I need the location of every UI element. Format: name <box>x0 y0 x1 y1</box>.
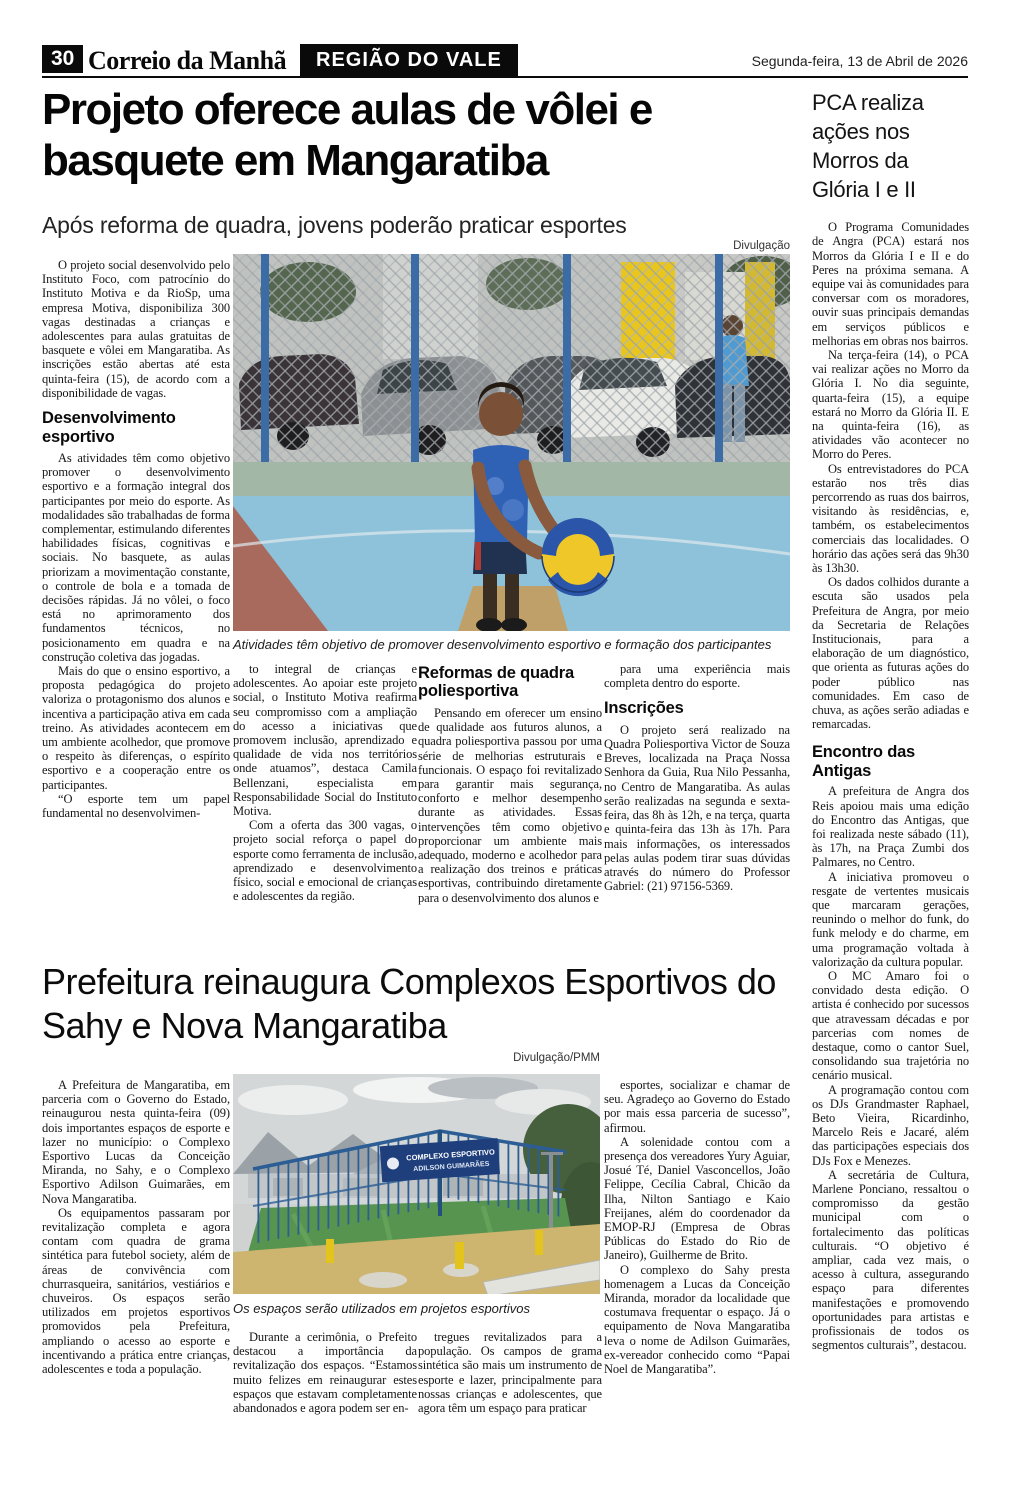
article1-column-3 <box>418 662 602 958</box>
paragraph: Os entrevistadores do PCA estarão nos três dias percorrendo as ruas dos bairros, visitando às residências, e, também, os estabelecimentos comerciais das localidades. O horário das ações será das 9h30 às 13h30. <box>812 461 969 575</box>
paragraph: para uma experiência mais completa dentro do esporte. <box>604 662 790 691</box>
paragraph: Com a oferta das 300 vagas, o projeto social reforça o papel do esporte como ferramenta de inclusão, aprendizado e desenvolvimento físico, social e emocional de crianças e adolescentes da região. <box>233 818 417 904</box>
paragraph: esportes, socializar e chamar de seu. Agradeço ao Governo do Estado por mais essa parceria de sucesso”, afirmou. <box>604 1078 790 1135</box>
paragraph: A secretária de Cultura, Marlene Ponciano, ressaltou o compromisso da gestão municipal com o fortalecimento das políticas culturais. “O objetivo é ampliar, cada vez mais, o acesso à cultura, assegurando espaço para diferentes manifestações e promovendo oportunidades para artistas e profissionais de todos os segmentos culturais”, destacou. <box>812 1167 969 1353</box>
article1-photo-caption: Atividades têm objetivo de promover desenvolvimento esportivo e formação dos participantes <box>233 637 772 652</box>
banner-text-line1: COMPLEXO ESPORTIVO <box>405 1147 496 1163</box>
paragraph: “O esporte tem um papel fundamental no desenvolvimen- <box>42 791 230 821</box>
paragraph: to integral de crianças e adolescentes. Ao apoiar este projeto social, o Instituto Motiva reafirma seu compromisso com a ampliação do acesso a iniciativas que promovem inclusão, aprendizado e qualidade de vida nos territórios onde atuamos”, destaca Camila Bellenzani, especialista em Responsabilidade Social do Instituto Motiva. <box>233 662 417 819</box>
header-rule <box>42 76 968 78</box>
article2-column-1 <box>42 1078 230 1480</box>
article1-photo-credit: Divulgação <box>733 240 790 252</box>
article1-column-4 <box>604 662 790 958</box>
paragraph: tregues revitalizados para a população. Os campos de grama sintética são mais um instrumento de esporte e lazer, principalmente para nossas crianças e adolescentes, que agora têm um espaço para praticar <box>418 1330 602 1416</box>
paragraph: Mais do que o ensino esportivo, a proposta pedagógica do projeto valoriza o protagonismo dos alunos e incentiva a participação ativa em cada treino. As atividades acontecem em um ambiente acolhedor, que promove o respeito às diferenças, o espírito esportivo e a cooperação entre os participantes. <box>42 664 230 792</box>
sports-complex-photo <box>233 1074 600 1294</box>
article2-photo-credit: Divulgação/PMM <box>513 1052 600 1064</box>
edition-date: Segunda-feira, 13 de Abril de 2026 <box>751 53 968 69</box>
paragraph: A iniciativa promoveu o resgate de vertentes musicais que marcaram gerações, reunindo o melhor do funk, do funk melody e do charme, em uma programação voltada à valorização da cultura popular. <box>812 869 969 969</box>
section-kicker: REGIÃO DO VALE <box>300 44 518 77</box>
paragraph: O projeto social desenvolvido pelo Instituto Foco, com patrocínio do Instituto Motiva e da RioSp, uma empresa Motiva, disponibiliza 300 vagas destinadas a crianças e adolescentes para aulas gratuitas de basquete e vôlei em Mangaratiba. As inscrições estão abertas até esta quinta-feira (15), de acordo com a disponibilidade de vagas. <box>42 258 230 400</box>
article2-column-3 <box>418 1330 602 1482</box>
sidebar-article <box>812 88 969 1474</box>
article1-subhead-desenvolvimento: Desenvolvimento esportivo <box>42 409 176 446</box>
paragraph: A solenidade contou com a presença dos vereadores Yury Aguiar, Josué Té, Daniel Vasconcellos, João Felippe, Cecília Cabral, Chicão da Ilha, Nilton Santiago e Kaio Freijanes, além do coordenador da EMOP-RJ (Empresa de Obras Públicas do Estado do Rio de Janeiro), Guilherme de Brito. <box>604 1134 790 1263</box>
paragraph: Pensando em oferecer um ensino de qualidade aos futuros alunos, a quadra poliesportiva passou por uma série de melhorias estruturais e funcionais. O espaço foi revitalizado para garantir mais segurança, conforto e melhor desempenho durante as atividades. Essas intervenções têm como objetivo proporcionar um ambiente mais adequado, moderno e acolhedor para a realização dos treinos e práticas esportivas, contribuindo diretamente para o desenvolvimento dos alunos e <box>418 705 602 905</box>
paragraph: O MC Amaro foi o convidado desta edição. O artista é conhecido por sucessos que atravessam décadas e por parcerias com nomes de destaque, como o cantor Suel, consolidando sua trajetória no cenário musical. <box>812 969 969 1083</box>
paragraph: A prefeitura de Angra dos Reis apoiou mais uma edição do Encontro das Antigas, que foi realizada neste sábado (11), às 17h, na Praça Zumbi dos Palmares, no Centro. <box>812 784 969 870</box>
paragraph: As atividades têm como objetivo promover o desenvolvimento esportivo e a formação integral dos participantes por meio do esporte. As modalidades são trabalhadas de forma complementar, estimulando diferentes habilidades físicas, cognitivas e sociais. No basquete, as aulas priorizam a movimentação constante, o controle de bola e a tomada de decisões rápidas. Já no vôlei, o foco está no aprimoramento dos fundamentos técnicos, no posicionamento em quadra e na construção coletiva das jogadas. <box>42 450 230 664</box>
paragraph: A programação contou com os DJs Grandmaster Raphael, Beto Vieira, Ricardinho, Marcelo Reis e Jacaré, além das participações especiais dos DJs Fox e Menezes. <box>812 1082 969 1168</box>
volleyball-photo <box>233 254 790 631</box>
paragraph: O complexo do Sahy presta homenagem a Lucas da Conceição Miranda, morador da localidade que costumava frequentar o espaço. Já o equipamento de Nova Mangaratiba leva o nome de Adilson Guimarães, ex-vereador conhecido como “Papai Noel de Mangaratiba”. <box>604 1262 790 1377</box>
paragraph: Durante a cerimônia, o Prefeito destacou a importância da revitalização dos espaços. “Estamos muito felizes em reinaugurar estes espaços que estavam completamente abandonados e agora podem ser en- <box>233 1330 417 1416</box>
article2-column-4 <box>604 1078 790 1480</box>
article1-headline: Projeto oferece aulas de vôlei e basquete em Mangaratiba <box>42 85 652 186</box>
sidebar-subhead-encontro: Encontro das Antigas <box>812 743 916 780</box>
article2-column-2 <box>233 1330 417 1482</box>
article1-subhead-reformas: Reformas de quadra poliesportiva <box>418 664 574 701</box>
paragraph: O Programa Comunidades de Angra (PCA) estará nos Morros da Glória I e II e do Peres na próxima semana. A equipe vai às comunidades para conversar com os moradores, ouvir suas principais demandas em serviços públicos e melhorias em obras nos bairros. <box>812 220 969 348</box>
volleyball-photo-illustration <box>233 254 790 631</box>
article1-subhead-inscricoes: Inscrições <box>604 699 684 718</box>
paragraph: Na terça-feira (14), o PCA vai realizar ações no Morro da Glória I. No dia seguinte, quarta-feira (15), a equipe estará no Morro da Glória II. E na quinta-feira (16), as atividades vão acontecer no Morro do Peres. <box>812 347 969 462</box>
article1-column-1 <box>42 258 230 958</box>
article1-subheadline: Após reforma de quadra, jovens poderão praticar esportes <box>42 212 627 238</box>
page-number: 30 <box>42 45 83 73</box>
sidebar-headline: PCA realiza ações nos Morros da Glória I e II <box>812 90 924 203</box>
article1-column-2 <box>233 662 417 958</box>
paragraph: O projeto será realizado na Quadra Poliesportiva Victor de Souza Breves, localizada na Praça Nossa Senhora da Guia, Rua Nilo Pessanha, no Centro de Mangaratiba. As aulas serão realizadas na segunda e sexta-feira, das 8h às 12h, e na terça, quarta e quinta-feira das 13h às 17h. Para mais informações, os interessados pelas aulas podem tirar suas dúvidas através do número do Professor Gabriel: (21) 97156-5369. <box>604 722 790 894</box>
sports-complex-illustration <box>233 1074 600 1294</box>
article2-headline: Prefeitura reinaugura Complexos Esportivos do Sahy e Nova Mangaratiba <box>42 961 776 1047</box>
paragraph: A Prefeitura de Mangaratiba, em parceria com o Governo do Estado, reinaugurou nesta quinta-feira (09) dois importantes espaços de esporte e lazer no município: o Complexo Esportivo Lucas da Conceição Miranda, no Sahy, e o Complexo Esportivo Adilson Guimarães, em Nova Mangaratiba. <box>42 1078 230 1206</box>
paragraph: Os equipamentos passaram por revitalização completa e agora contam com quadra de grama sintética para futebol society, além de áreas de convivência com churrasqueira, sanitários, vestiários e chuveiros. Os espaços serão utilizados em projetos esportivos promovidos pela Prefeitura, ampliando o acesso ao esporte e incentivando a prática entre crianças, adolescentes e toda a população. <box>42 1205 230 1377</box>
paragraph: Os dados colhidos durante a escuta são usados pela Prefeitura de Angra, por meio da Secretaria de Relações Institucionais, para a elaboração de um diagnóstico, que orienta as futuras ações do poder público nas comunidades. Em caso de chuva, as ações serão adiadas e remarcadas. <box>812 575 969 732</box>
banner-text-line2: ADILSON GUIMARÃES <box>413 1160 490 1174</box>
newspaper-logo: Correio da Manhã <box>88 46 287 75</box>
article2-photo-caption: Os espaços serão utilizados em projetos esportivos <box>233 1301 530 1316</box>
